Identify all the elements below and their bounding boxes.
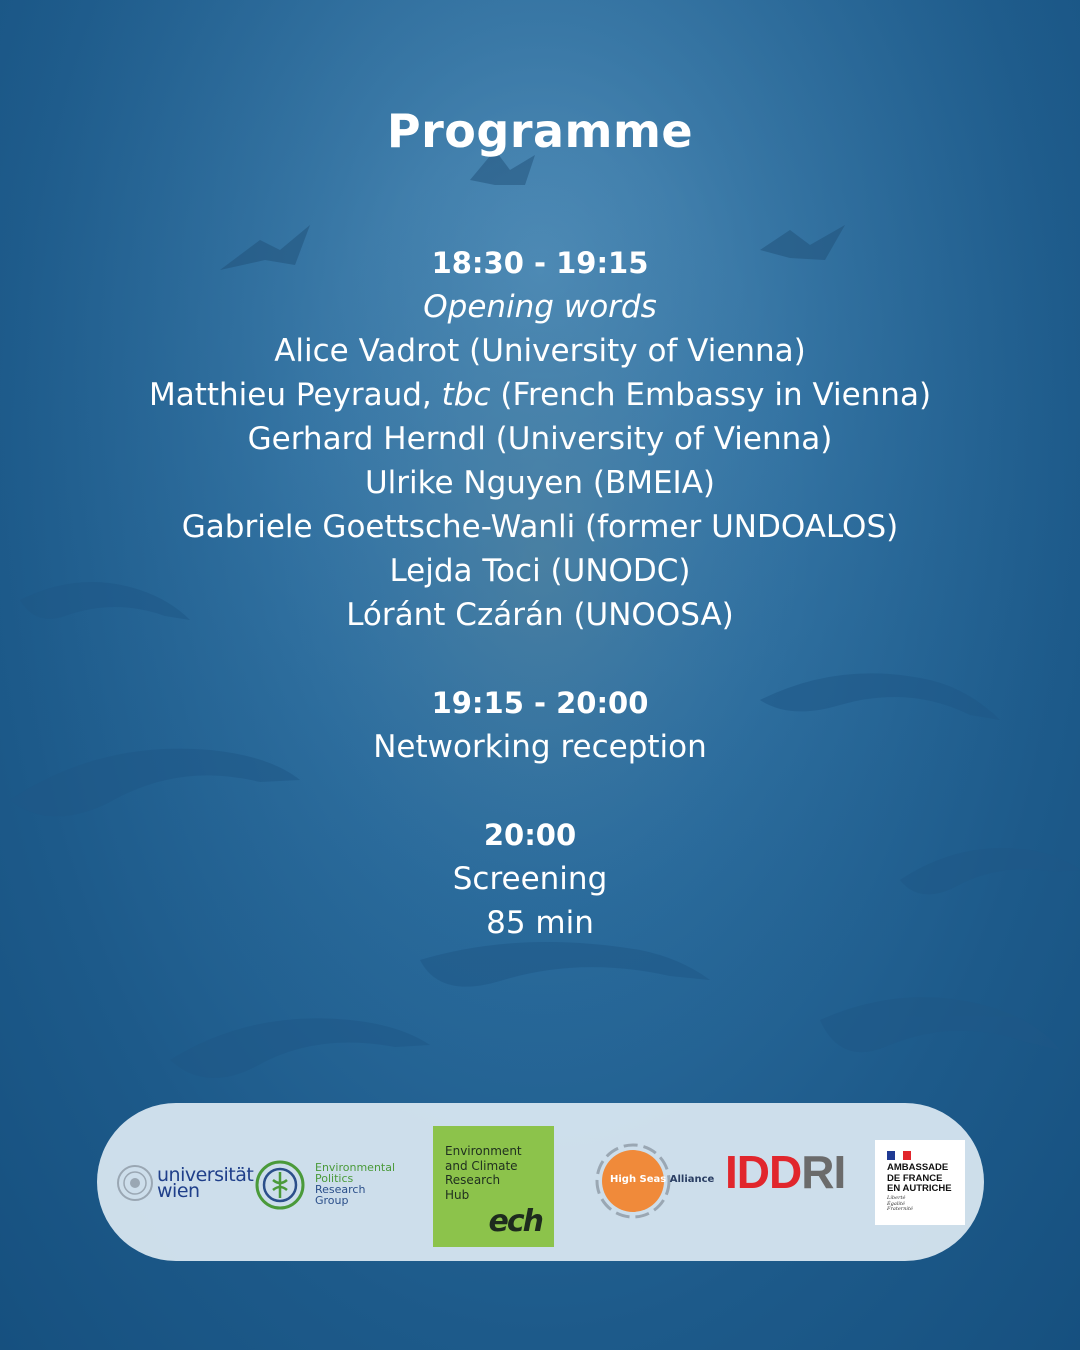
embassy-motto	[887, 1196, 913, 1213]
session-time: 19:15 - 20:00	[431, 686, 649, 720]
motto-line: Fraternité	[887, 1206, 913, 1212]
speaker-name: Matthieu Peyraud,	[148, 377, 442, 413]
embassy-wordmark	[887, 1163, 952, 1195]
ech-line: Research	[445, 1173, 501, 1187]
session-subtitle: Opening words	[423, 289, 657, 325]
embassy-line: EN AUTRICHE	[887, 1183, 952, 1194]
epr-circle-icon	[255, 1160, 305, 1210]
french-flag-icon	[887, 1151, 911, 1160]
speaker-line: Lóránt Czárán (UNOOSA)	[346, 597, 734, 633]
univie-line: wien	[157, 1180, 200, 1202]
motto-line: Égalité	[887, 1200, 905, 1207]
speaker-line	[0, 373, 1080, 417]
epr-line: Politics	[315, 1172, 354, 1185]
ech-line: Environment	[445, 1144, 522, 1158]
speaker-note: tbc	[441, 377, 491, 413]
univie-seal-icon	[117, 1165, 153, 1201]
epr-line: Research	[315, 1183, 366, 1196]
iddri-grey-part: RI	[801, 1146, 846, 1198]
session-time: 20:00	[483, 818, 577, 852]
iddri-red-part: IDD	[725, 1146, 802, 1198]
epr-wordmark	[315, 1162, 395, 1206]
session-time: 18:30 - 19:15	[431, 246, 649, 280]
speaker-affiliation: (French Embassy in Vienna)	[490, 377, 932, 413]
epr-line: Environmental	[315, 1161, 396, 1174]
epr-group-logo	[255, 1158, 400, 1212]
hsa-high-seas: High Seas	[610, 1174, 667, 1185]
iddri-logo	[725, 1147, 861, 1197]
speaker-line: Lejda Toci (UNODC)	[389, 553, 691, 589]
ech-line: Hub	[445, 1187, 470, 1202]
ech-line: and Climate	[445, 1158, 518, 1173]
univie-line: universität	[157, 1164, 254, 1186]
ech-logo	[433, 1126, 554, 1247]
embassy-line: AMBASSADE	[887, 1162, 949, 1173]
page-title: Programme	[386, 104, 694, 158]
session-duration: 85 min	[486, 905, 594, 941]
embassy-line: DE FRANCE	[887, 1172, 943, 1184]
high-seas-alliance-logo	[583, 1136, 713, 1226]
epr-line: Group	[315, 1194, 349, 1207]
hsa-alliance: Alliance	[669, 1174, 715, 1185]
speaker-line: Ulrike Nguyen (BMEIA)	[364, 465, 715, 501]
partner-logo-bar	[97, 1103, 984, 1261]
speaker-line: Alice Vadrot (University of Vienna)	[274, 333, 806, 369]
ech-mark: ech	[488, 1204, 542, 1239]
univie-logo	[115, 1165, 255, 1205]
session-description: Networking reception	[373, 729, 707, 765]
univie-wordmark	[157, 1164, 254, 1202]
motto-line: Liberté	[887, 1195, 906, 1201]
hsa-wordmark	[610, 1174, 714, 1185]
speaker-line: Gabriele Goettsche-Wanli (former UNDOALOS)	[181, 509, 899, 545]
ech-wordmark	[445, 1144, 522, 1202]
french-embassy-logo	[875, 1140, 965, 1225]
session-description: Screening	[452, 861, 608, 897]
speaker-line: Gerhard Herndl (University of Vienna)	[247, 421, 833, 457]
